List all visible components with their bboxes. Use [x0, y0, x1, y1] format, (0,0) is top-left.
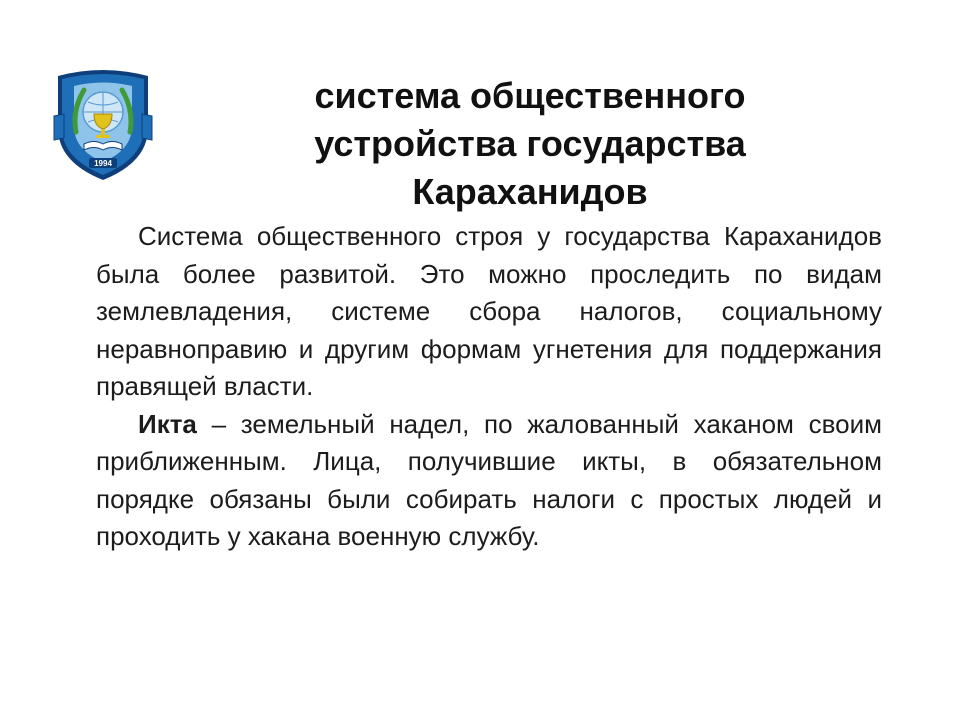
term-ikta: Икта	[138, 408, 197, 439]
institution-logo	[52, 66, 154, 182]
ikta-definition-text: – земельный надел, по жалованный хаканом своим приближенным. Лица, получившие икты, в обязательном порядке обязаны были собирать налоги с простых людей и проходить у хакана военную службу.	[96, 408, 882, 551]
emblem-shield-icon	[52, 66, 154, 182]
body-text	[96, 218, 882, 556]
title-line-2: устройства государства	[314, 123, 746, 164]
emblem-year: 1994	[94, 159, 112, 168]
title-line-3: Караханидов	[412, 171, 648, 212]
page-title	[240, 72, 820, 216]
title-line-1: система общественного	[314, 75, 746, 116]
paragraph-social-system: Система общественного строя у государства Караханидов была более развитой. Это можно проследить по видам землевладения, системе сбора налогов, социальному неравноправию и другим формам угнетения для поддержания правящей власти.	[96, 221, 882, 401]
paragraph-ikta-definition	[96, 406, 882, 556]
